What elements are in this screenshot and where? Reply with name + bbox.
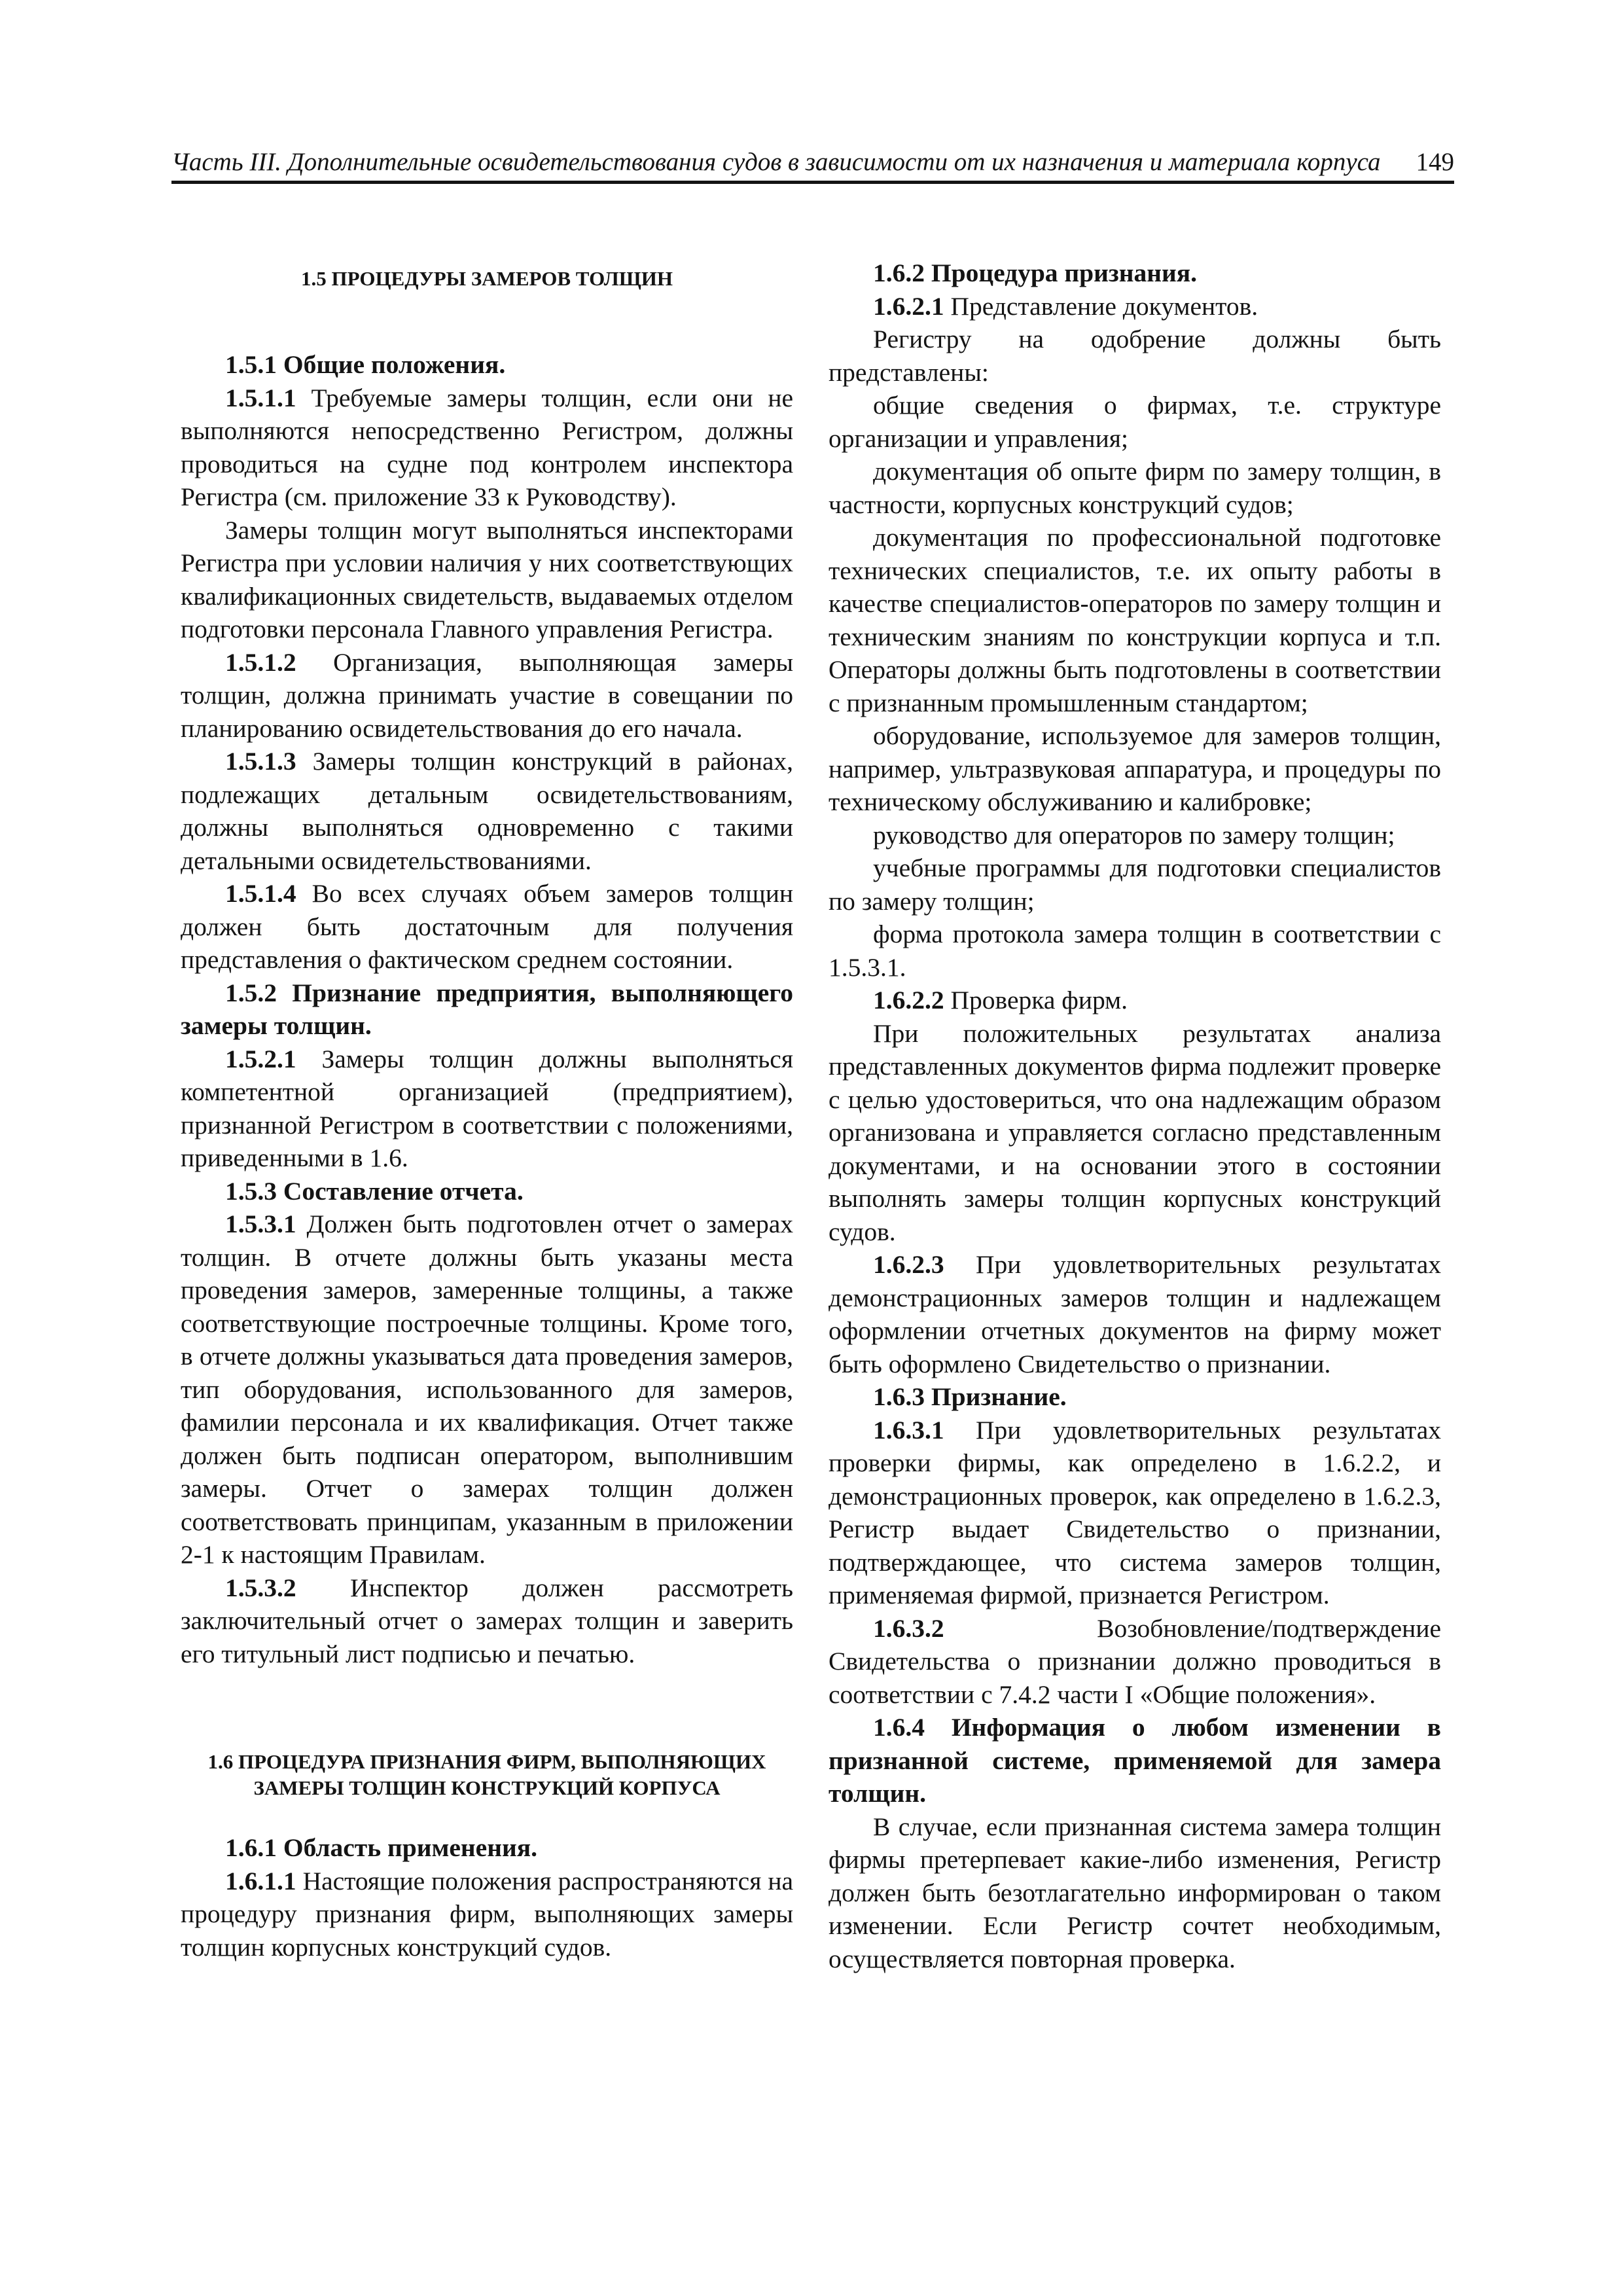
clause-number: 1.5.2.1 bbox=[225, 1044, 296, 1073]
paragraph-1-5-1-3 bbox=[181, 745, 793, 877]
list-item: руководство для операторов по замеру толщин; bbox=[873, 820, 1395, 850]
list-item: оборудование, используемое для замеров толщин, например, ультразвуковая аппаратура, и процедуры по техническому обслуживанию и калибровке; bbox=[829, 721, 1441, 816]
clause-number: 1.6.2.2 bbox=[873, 986, 944, 1014]
subsection-heading-1-6-1: 1.6.1 Область применения. bbox=[225, 1833, 537, 1862]
clause-text: При удовлетворительных результатах демонстрационных замеров толщин и надлежащем оформлении отчетных документов на фирму может быть оформлено Свидетельство о признании. bbox=[829, 1250, 1442, 1378]
section-title-1-5: 1.5 ПРОЦЕДУРЫ ЗАМЕРОВ ТОЛЩИН bbox=[300, 267, 673, 290]
subsection-heading-1-5-1: 1.5.1 Общие положения. bbox=[225, 350, 506, 379]
clause-text: При удовлетворительных результатах проверки фирмы, как определено в 1.6.2.2, и демонстрационных проверок, как определено в 1.6.2.3, Регистр выдает Свидетельство о признании, подтверждающее, что система замеров толщин, применяемая фирмой, признается Регистром. bbox=[829, 1415, 1442, 1609]
list-item: документация об опыте фирм по замеру толщин, в частности, корпусных конструкций судов; bbox=[829, 457, 1441, 519]
clause-text: Замеры толщин конструкций в районах, подлежащих детальным освидетельствованиям, должны выполняться одновременно с такими детальными освидетельствованиями. bbox=[181, 747, 793, 875]
clause-number: 1.5.1.4 bbox=[225, 879, 296, 908]
paragraph-1-5-1-4 bbox=[181, 877, 793, 977]
subsection-heading-1-6-4: 1.6.4 Информация о любом изменении в признанной системе, применяемой для замера толщин. bbox=[829, 1713, 1441, 1808]
paragraph-1-5-3-2 bbox=[181, 1571, 793, 1671]
page-number: 149 bbox=[1416, 148, 1454, 176]
clause-text: Возобновление/подтверждение Свидетельства о признании должно проводиться в соответствии с 7.4.2 части I «Общие положения». bbox=[829, 1613, 1441, 1709]
paragraph-1-5-1-1 bbox=[181, 382, 793, 514]
list-item: учебные программы для подготовки специалистов по замеру толщин; bbox=[829, 853, 1441, 916]
paragraph-1-5-3-1 bbox=[181, 1208, 793, 1571]
paragraph-1-6-2-1 bbox=[829, 290, 1441, 323]
clause-text: Представление документов. bbox=[950, 291, 1258, 321]
clause-text: Во всех случаях объем замеров толщин должен быть достаточным для получения представления о фактическом среднем состоянии. bbox=[181, 879, 794, 974]
paragraph-1-6-3-1 bbox=[829, 1414, 1441, 1612]
clause-number: 1.6.3.1 bbox=[873, 1415, 944, 1444]
clause-text: Требуемые замеры толщин, если они не выполняются непосредственно Регистром, должны проводиться на судне под контролем инспектора Регистра (см. приложение 33 к Руководству). bbox=[181, 383, 793, 511]
clause-text: Инспектор должен рассмотреть заключительный отчет о замерах толщин и заверить его титульный лист подписью и печатью. bbox=[181, 1573, 794, 1668]
section-title-1-6: 1.6 ПРОЦЕДУРА ПРИЗНАНИЯ ФИРМ, ВЫПОЛНЯЮЩИХ ЗАМЕРЫ ТОЛЩИН КОНСТРУКЦИЙ КОРПУСА bbox=[207, 1750, 766, 1799]
clause-number: 1.6.1.1 bbox=[225, 1866, 296, 1895]
paragraph-1-6-2-2 bbox=[829, 984, 1441, 1017]
clause-number: 1.5.1.1 bbox=[225, 383, 296, 412]
right-column bbox=[829, 257, 1441, 1975]
clause-text: Должен быть подготовлен отчет о замерах толщин. В отчете должны быть указаны места проведения замеров, замеренные толщины, а также соответствующие построечные толщины. Кроме того, в отчете должны указываться дата проведения замеров, тип оборудования, использованного для замеров, фамилии персонала и их квалификация. Отчет также должен быть подписан оператором, выполнившим замеры. Отчет о замерах толщин должен соответствовать принципам, указанным в приложении 2-1 к настоящим Правилам. bbox=[181, 1210, 793, 1569]
paragraph-1-6-4-b: В случае, если признанная система замера толщин фирмы претерпевает какие-либо изменения, Регистр должен быть безотлагательно информирован о таком изменении. Если Регистр сочтет необходимым, осуществляется повторная проверка. bbox=[829, 1812, 1441, 1973]
subsection-heading-1-5-3: 1.5.3 Составление отчета. bbox=[225, 1176, 524, 1206]
clause-number: 1.6.2.3 bbox=[873, 1250, 944, 1279]
clause-number: 1.6.2.1 bbox=[873, 291, 944, 321]
clause-number: 1.5.1.2 bbox=[225, 647, 296, 677]
list-item: форма протокола замера толщин в соответствии с 1.5.3.1. bbox=[829, 920, 1441, 982]
paragraph-1-6-3-2 bbox=[829, 1612, 1441, 1712]
running-header bbox=[171, 140, 1454, 184]
paragraph-1-6-2-3 bbox=[829, 1248, 1441, 1380]
clause-number: 1.6.3.2 bbox=[873, 1613, 944, 1643]
paragraph-1-5-1-1-b: Замеры толщин могут выполняться инспекторами Регистра при условии наличия у них соответствующих квалификационных свидетельств, выдаваемых отделом подготовки персонала Главного управления Регистра. bbox=[181, 515, 793, 643]
subsection-heading-1-5-2: 1.5.2 Признание предприятия, выполняющего замеры толщин. bbox=[181, 978, 793, 1040]
paragraph-1-5-1-2 bbox=[181, 646, 793, 745]
paragraph-1-5-2-1 bbox=[181, 1043, 793, 1175]
paragraph-1-6-2-1-intro: Регистру на одобрение должны быть представлены: bbox=[829, 325, 1441, 387]
clause-number: 1.5.1.3 bbox=[225, 747, 296, 776]
list-item: документация по профессиональной подготовке технических специалистов, т.е. их опыту работы в качестве специалистов-операторов по замеру толщин и техническим знаниям по конструкции корпуса и т.п. Операторы должны быть подготовлены в соответствии с признанным промышленным стандартом; bbox=[829, 523, 1441, 717]
subsection-heading-1-6-2: 1.6.2 Процедура признания. bbox=[873, 259, 1198, 287]
clause-text: Замеры толщин должны выполняться компетентной организацией (предприятием), признанной Регистром в соответствии с положениями, приведенными в 1.6. bbox=[181, 1044, 793, 1172]
paragraph-1-6-2-2-b: При положительных результатах анализа представленных документов фирма подлежит проверке с целью удостовериться, что она надлежащим образом организована и управляется согласно представленным документами, и на основании этого в состоянии выполнять замеры толщин корпусных конструкций судов. bbox=[829, 1018, 1441, 1246]
clause-text: Проверка фирм. bbox=[950, 986, 1128, 1014]
clause-number: 1.5.3.1 bbox=[225, 1210, 296, 1238]
list-item: общие сведения о фирмах, т.е. структуре организации и управления; bbox=[829, 391, 1441, 453]
clause-text: Организация, выполняющая замеры толщин, должна принимать участие в совещании по планированию освидетельствования до его начала. bbox=[181, 647, 794, 743]
subsection-heading-1-6-3: 1.6.3 Признание. bbox=[873, 1382, 1067, 1411]
left-column bbox=[181, 257, 793, 1964]
clause-text: Настоящие положения распространяются на процедуру признания фирм, выполняющих замеры толщин корпусных конструкций судов. bbox=[181, 1866, 793, 1962]
clause-number: 1.5.3.2 bbox=[225, 1573, 296, 1602]
paragraph-1-6-1-1 bbox=[181, 1865, 793, 1964]
running-title: Часть III. Дополнительные освидетельствования судов в зависимости от их назначения и материала корпуса bbox=[171, 148, 1381, 176]
